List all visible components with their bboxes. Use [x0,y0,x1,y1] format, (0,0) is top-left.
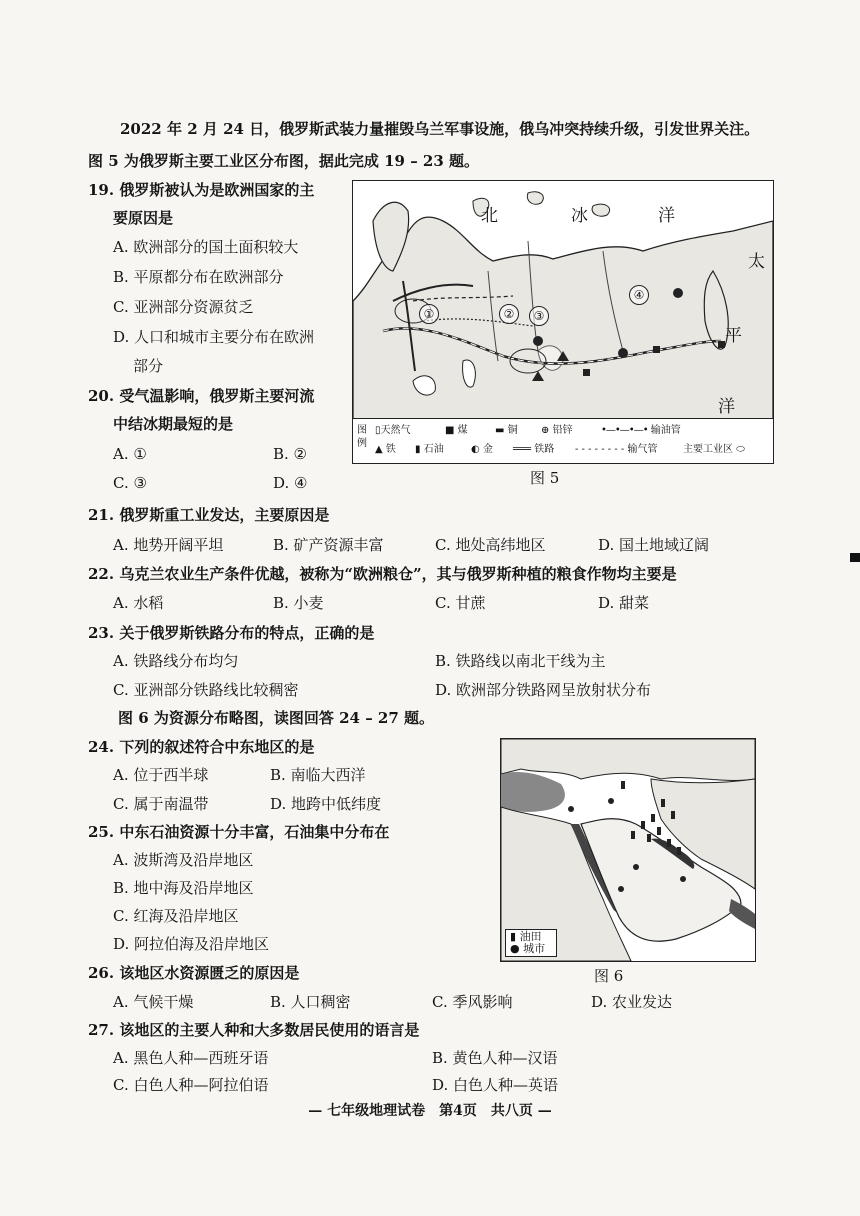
q22-stem: 22. 乌克兰农业生产条件优越，被称为“欧洲粮仓”，其与俄罗斯种植的粮食作物均主要是 [88,565,677,583]
leadzinc-icon: ⊕ [541,425,550,436]
q23-option-b[interactable]: B. 铁路线以南北干线为主 [435,652,606,670]
legend-gold: ◐ 金 [471,444,493,455]
figure-6-legend [505,929,557,957]
q24-stem: 24. 下列的叙述符合中东地区的是 [88,738,315,756]
oil-pipeline-icon: •—•—•—• [601,425,648,436]
legend-leadzinc: ⊕ 铅锌 [541,425,573,436]
q25-option-c[interactable]: C. 红海及沿岸地区 [113,907,239,925]
q19-option-d-cont: 部分 [133,357,164,375]
legend-copper: ▬ 铜 [495,425,518,436]
gas-icon: ▯ [375,425,381,436]
q27-stem: 27. 该地区的主要人种和大多数居民使用的语言是 [88,1021,420,1039]
arctic-ocean-char-3: 洋 [658,206,675,226]
legend-title: 图例 [357,425,367,449]
legend-oilpipe: •—•—•—• 输油管 [601,425,681,436]
q26-option-d[interactable]: D. 农业发达 [591,993,673,1011]
q21-option-b[interactable]: B. 矿产资源丰富 [273,536,384,554]
oilfield-icon: ▮ [510,930,517,943]
q21-option-d[interactable]: D. 国土地域辽阔 [598,536,710,554]
gold-icon: ◐ [471,444,480,455]
q26-option-c[interactable]: C. 季风影响 [432,993,513,1011]
q26-option-a[interactable]: A. 气候干燥 [113,993,194,1011]
q24-option-c[interactable]: C. 属于南温带 [113,795,209,813]
figure-6-middle-east-map [500,738,756,962]
q21-option-a[interactable]: A. 地势开阔平坦 [113,536,224,554]
pacific-ocean-char-3: 洋 [718,397,735,417]
legend-city: ● 城市 [510,942,546,955]
figure-5-legend [353,418,773,463]
arctic-ocean-char-1: 北 [481,206,498,226]
legend-industrial: 主要工业区 ⬭ [683,444,745,455]
q24-option-b[interactable]: B. 南临大西洋 [270,766,366,784]
legend-rail: ═══ 铁路 [513,444,555,455]
q23-option-a[interactable]: A. 铁路线分布均匀 [113,652,239,670]
q20-option-b[interactable]: B. ② [273,445,308,463]
q20-option-a[interactable]: A. ① [113,445,147,463]
figure-6-caption: 图 6 [594,967,624,985]
q24-option-d[interactable]: D. 地跨中低纬度 [270,795,382,813]
intro-figure-6: 图 6 为资源分布略图，读图回答 24 – 27 题。 [118,709,435,727]
q19-option-d[interactable]: D. 人口和城市主要分布在欧洲 [113,328,315,346]
iron-icon: ▲ [375,444,383,455]
page-footer: — 七年级地理试卷 第4页 共八页 — [308,1103,552,1119]
q19-stem-line-2: 要原因是 [113,209,174,227]
river-number-4: ④ [629,285,649,305]
q22-option-d[interactable]: D. 甜菜 [598,594,650,612]
river-number-3: ③ [529,306,549,326]
railway-icon: ═══ [513,444,532,455]
legend-gas: ▯天然气 [375,425,411,436]
q19-option-b[interactable]: B. 平原都分布在欧洲部分 [113,268,284,286]
intro-line-1: 2022 年 2 月 24 日，俄罗斯武装力量摧毁乌兰军事设施，俄乌冲突持续升级，引发世界关注。 [120,120,760,138]
coal-icon: ■ [445,425,455,436]
q23-stem: 23. 关于俄罗斯铁路分布的特点，正确的是 [88,624,375,642]
city-icon: ● [510,942,520,955]
q27-option-d[interactable]: D. 白色人种—英语 [432,1076,559,1094]
q22-option-b[interactable]: B. 小麦 [273,594,324,612]
river-number-1: ① [419,304,439,324]
q19-stem-line-1: 19. 俄罗斯被认为是欧洲国家的主 [88,181,315,199]
legend-oil: ▮ 石油 [415,444,444,455]
q27-option-a[interactable]: A. 黑色人种—西班牙语 [113,1049,269,1067]
q20-stem-line-1: 20. 受气温影响，俄罗斯主要河流 [88,387,315,405]
figure-5-caption: 图 5 [530,469,560,487]
q20-stem-line-2: 中结冰期最短的是 [113,415,234,433]
q26-option-b[interactable]: B. 人口稠密 [270,993,351,1011]
middle-east-map-drawing [501,739,755,961]
q20-option-d[interactable]: D. ④ [273,474,308,492]
q19-option-a[interactable]: A. 欧洲部分的国土面积较大 [113,238,299,256]
legend-oilfield: ▮ 油田 [510,930,542,943]
q21-option-c[interactable]: C. 地处高纬地区 [435,536,546,554]
q21-stem: 21. 俄罗斯重工业发达，主要原因是 [88,506,330,524]
q27-option-c[interactable]: C. 白色人种—阿拉伯语 [113,1076,269,1094]
figure-5-russia-map [352,180,774,464]
river-number-2: ② [499,304,519,324]
q25-stem: 25. 中东石油资源十分丰富，石油集中分布在 [88,823,390,841]
oil-icon: ▮ [415,444,421,455]
q25-option-a[interactable]: A. 波斯湾及沿岸地区 [113,851,254,869]
pacific-ocean-char-1: 太 [748,252,765,272]
q25-option-b[interactable]: B. 地中海及沿岸地区 [113,879,254,897]
industrial-area-icon: ⬭ [736,444,745,455]
q23-option-c[interactable]: C. 亚洲部分铁路线比较稠密 [113,681,299,699]
q22-option-a[interactable]: A. 水稻 [113,594,164,612]
scan-edge-mark [850,553,860,562]
russia-map-drawing [353,181,773,419]
pacific-ocean-char-2: 平 [725,326,742,346]
q24-option-a[interactable]: A. 位于西半球 [113,766,209,784]
q23-option-d[interactable]: D. 欧洲部分铁路网呈放射状分布 [435,681,652,699]
q22-option-c[interactable]: C. 甘蔗 [435,594,486,612]
legend-gaspipe: - - - - - - - - 输气管 [575,444,658,455]
copper-icon: ▬ [495,425,505,436]
arctic-ocean-char-2: 冰 [571,206,588,226]
intro-line-2: 图 5 为俄罗斯主要工业区分布图，据此完成 19 – 23 题。 [88,152,480,170]
q19-option-c[interactable]: C. 亚洲部分资源贫乏 [113,298,254,316]
legend-iron: ▲ 铁 [375,444,396,455]
q27-option-b[interactable]: B. 黄色人种—汉语 [432,1049,558,1067]
legend-coal: ■ 煤 [445,425,468,436]
q20-option-c[interactable]: C. ③ [113,474,147,492]
gas-pipeline-icon: - - - - - - - - [575,444,625,455]
q25-option-d[interactable]: D. 阿拉伯海及沿岸地区 [113,935,270,953]
q26-stem: 26. 该地区水资源匮乏的原因是 [88,964,300,982]
